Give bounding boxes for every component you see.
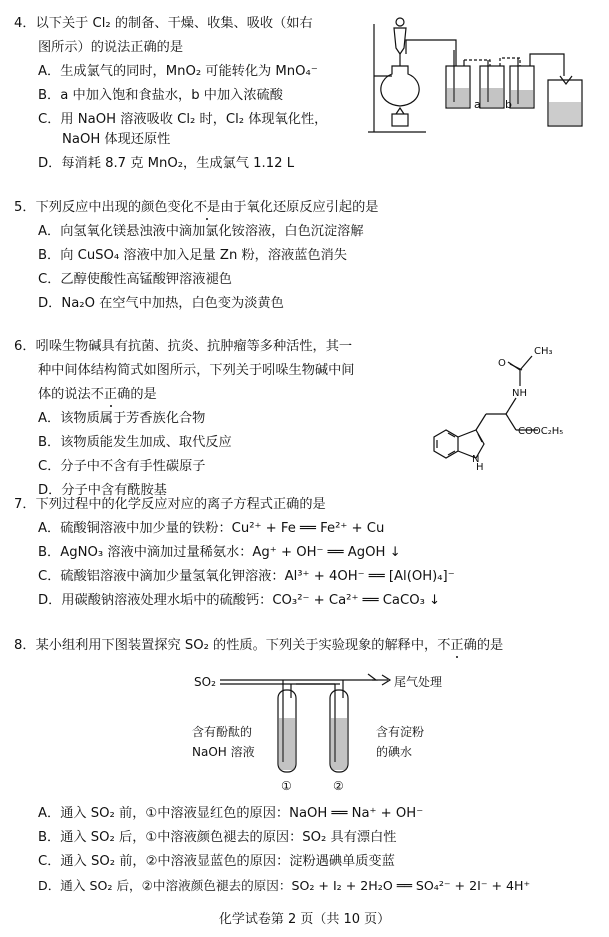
- tube2-reagent-label-line1: 含有淀粉: [376, 725, 425, 739]
- q5-stem-part1: 5．下列反应中出现的颜色变化: [14, 200, 194, 215]
- q5-option-d: D．Na₂O 在空气中加热，白色变为淡黄色: [38, 296, 284, 311]
- q5-option-a: A．向氢氧化镁悬浊液中滴加氯化铵溶液，白色沉淀溶解: [38, 224, 364, 239]
- apparatus-label-a: a: [474, 98, 481, 111]
- q6-emphasis: 不正确: [90, 387, 131, 402]
- tube1-reagent-label-line1: 含有酚酞的: [192, 725, 253, 739]
- structure-h-label: H: [476, 462, 484, 473]
- q5-option-b: B．向 CuSO₄ 溶液中加入足量 Zn 粉，溶液蓝色消失: [38, 248, 347, 263]
- q5-stem-part2: 由于氧化还原反应引起的是: [220, 200, 379, 215]
- q6-stem-line2: 种中间体结构简式如图所示，下列关于吲哚生物碱中间: [38, 363, 355, 378]
- q4-option-c-line2: NaOH 体现还原性: [62, 132, 171, 147]
- structure-nh-label: NH: [512, 388, 527, 399]
- tail-gas-label: 尾气处理: [394, 675, 443, 689]
- q8-option-d: D．通入 SO₂ 后，②中溶液颜色褪去的原因：SO₂ + I₂ + 2H₂O ══ SO₄²⁻ + 2I⁻ + 4H⁺: [38, 878, 531, 893]
- q4-option-d: D．每消耗 8.7 克 MnO₂，生成氯气 1.12 L: [38, 156, 295, 171]
- q8-stem-part2: 的是: [476, 638, 504, 653]
- q8-stem-part1: 8．某小组利用下图装置探究 SO₂ 的性质。下列关于实验现象的解释中，: [14, 638, 438, 653]
- q6-stem-part1: 体的说法: [38, 387, 91, 402]
- so2-inlet-label: SO₂: [194, 675, 216, 689]
- structure-ch3-label: CH₃: [534, 346, 553, 357]
- q6-option-a: A．该物质属于芳香族化合物: [38, 411, 206, 426]
- tube2-reagent-label-line2: 的碘水: [376, 745, 413, 759]
- q5-emphasis: 不是: [193, 200, 221, 215]
- q5-option-c: C．乙醇使酸性高锰酸钾溶液褪色: [38, 272, 232, 287]
- q8-stem: [14, 638, 503, 654]
- tube2-number: ②: [333, 779, 344, 793]
- structure-o-label: O: [498, 358, 506, 369]
- q4-stem-line1: 4．以下关于 Cl₂ 的制备、干燥、收集、吸收（如右: [14, 16, 313, 31]
- page-footer: 化学试卷第 2 页（共 10 页）: [218, 912, 391, 927]
- q6-stem-line3: [38, 387, 157, 403]
- q6-stem-part2: 的是: [130, 387, 157, 402]
- q4-stem-line2: 图所示）的说法正确的是: [38, 40, 184, 55]
- structure-n-label: N: [472, 454, 480, 465]
- q7-option-b: B．AgNO₃ 溶液中滴加过量稀氨水：Ag⁺ + OH⁻ ══ AgOH ↓: [38, 545, 401, 560]
- q6-option-b: B．该物质能发生加成、取代反应: [38, 435, 232, 450]
- chlorine-apparatus-figure: [368, 14, 593, 144]
- q8-option-a: A．通入 SO₂ 前，①中溶液显红色的原因：NaOH ══ Na⁺ + OH⁻: [38, 806, 424, 821]
- q4-option-b: B．a 中加入饱和食盐水，b 中加入浓硫酸: [38, 88, 283, 103]
- q8-option-c: C．通入 SO₂ 前，②中溶液显蓝色的原因：淀粉遇碘单质变蓝: [38, 854, 395, 869]
- q6-stem-line1: 6．吲哚生物碱具有抗菌、抗炎、抗肿瘤等多种活性，其一: [14, 339, 353, 354]
- q5-stem: [14, 200, 378, 216]
- so2-apparatus-figure: [190, 664, 490, 799]
- q6-option-d: D．分子中含有酰胺基: [38, 483, 167, 498]
- tube1-number: ①: [281, 779, 292, 793]
- q4-option-c-line1: C．用 NaOH 溶液吸收 Cl₂ 时，Cl₂ 体现氧化性，: [38, 112, 328, 127]
- q6-option-c: C．分子中不含有手性碳原子: [38, 459, 206, 474]
- q8-option-b: B．通入 SO₂ 后，①中溶液颜色褪去的原因：SO₂ 具有漂白性: [38, 830, 397, 845]
- q7-option-a: A．硫酸铜溶液中加少量的铁粉：Cu²⁺ + Fe ══ Fe²⁺ + Cu: [38, 521, 385, 536]
- structure-ester-label: COOC₂H₅: [518, 426, 564, 437]
- q7-option-d: D．用碳酸钠溶液处理水垢中的硫酸钙：CO₃²⁻ + Ca²⁺ ══ CaCO₃ ↓: [38, 593, 441, 608]
- q7-option-c: C．硫酸铝溶液中滴加少量氢氧化钾溶液：Al³⁺ + 4OH⁻ ══ [Al(OH)₄]⁻: [38, 569, 455, 584]
- apparatus-label-b: b: [505, 98, 512, 111]
- indole-structure-figure: [420, 334, 590, 484]
- q8-emphasis: 不正确: [437, 638, 477, 653]
- tube1-reagent-label-line2: NaOH 溶液: [192, 745, 255, 759]
- q4-option-a: A．生成氯气的同时，MnO₂ 可能转化为 MnO₄⁻: [38, 64, 318, 79]
- q7-stem: 7．下列过程中的化学反应对应的离子方程式正确的是: [14, 497, 326, 512]
